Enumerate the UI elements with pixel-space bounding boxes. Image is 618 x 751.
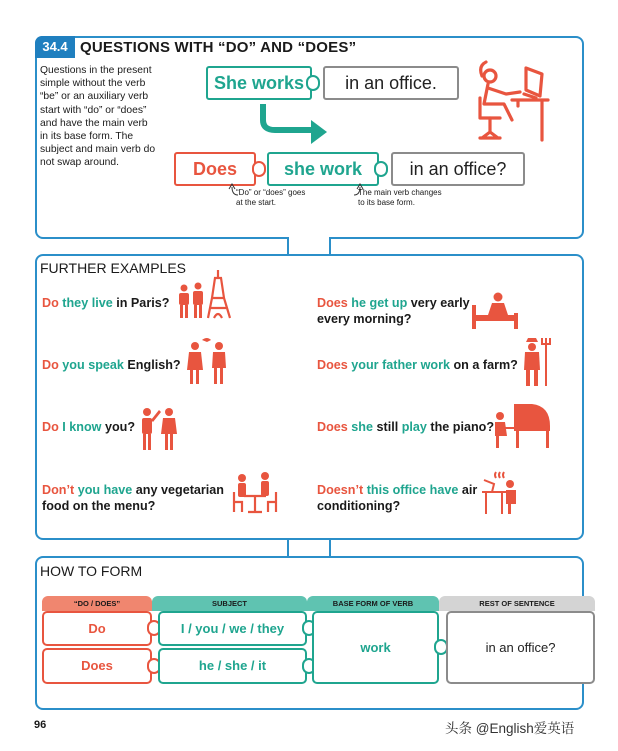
hot-office-worker-icon <box>480 470 522 516</box>
talking-people-icon <box>185 336 231 386</box>
example-left-1: Do they live in Paris? <box>42 296 170 310</box>
puzzle-knob <box>374 161 388 177</box>
down-arrow-icon <box>255 102 335 152</box>
farmer-pitchfork-icon <box>522 336 552 388</box>
piano-player-icon <box>492 400 552 450</box>
unit-number-badge: 34.4 <box>35 36 75 58</box>
panel-connector <box>287 237 331 255</box>
example-left-2: Do you speak English? <box>42 358 181 372</box>
header-do-does: “DO / DOES” <box>42 596 152 611</box>
statement-subject-verb-piece: She works <box>206 66 312 100</box>
note-base-form: The main verb changes to its base form. <box>358 188 442 207</box>
form-verb-cell: work <box>312 611 439 684</box>
waking-up-bed-icon <box>470 287 520 331</box>
example-left-3: Do I know you? <box>42 420 136 434</box>
further-examples-title: FURTHER EXAMPLES <box>40 260 186 276</box>
form-subject-plural-cell: I / you / we / they <box>158 611 307 646</box>
puzzle-knob <box>252 161 266 177</box>
form-does-cell: Does <box>42 648 152 684</box>
example-left-4: Don’t you have any vegetarian food on the menu? <box>42 483 224 513</box>
waving-people-icon <box>137 402 183 452</box>
example-right-4: Doesn’t this office have air conditioning? <box>317 483 478 513</box>
example-right-3: Does she still play the piano? <box>317 420 495 434</box>
statement-rest-piece: in an office. <box>323 66 459 100</box>
question-aux-piece: Does <box>174 152 256 186</box>
watermark: 头条 @English爱英语 <box>445 721 575 736</box>
unit-title: QUESTIONS WITH “DO” AND “DOES” <box>80 39 357 56</box>
panel-connector <box>287 538 331 556</box>
form-rest-cell: in an office? <box>446 611 595 684</box>
restaurant-diners-icon <box>232 470 278 514</box>
how-to-form-title: HOW TO FORM <box>40 563 143 579</box>
header-subject: SUBJECT <box>152 596 307 611</box>
example-right-1: Does he get up very early every morning? <box>317 296 470 326</box>
puzzle-knob <box>306 75 320 91</box>
intro-text: Questions in the present simple without the verb “be” or an auxiliary verb start with “do” or “does” and have the main verb in its base form. The subject and main verb do not swap around. <box>40 65 156 169</box>
question-subject-verb-piece: she work <box>267 152 379 186</box>
form-do-cell: Do <box>42 611 152 646</box>
header-rest-of-sentence: REST OF SENTENCE <box>439 596 595 611</box>
header-base-form: BASE FORM OF VERB <box>307 596 439 611</box>
page-number: 96 <box>34 719 47 731</box>
note-do-does-start: “Do” or “does” goes at the start. <box>236 188 306 207</box>
question-rest-piece: in an office? <box>391 152 525 186</box>
form-subject-singular-cell: he / she / it <box>158 648 307 684</box>
eiffel-tower-couple-icon <box>176 268 232 320</box>
example-right-2: Does your father work on a farm? <box>317 358 518 372</box>
woman-working-at-desk-icon <box>470 60 550 142</box>
